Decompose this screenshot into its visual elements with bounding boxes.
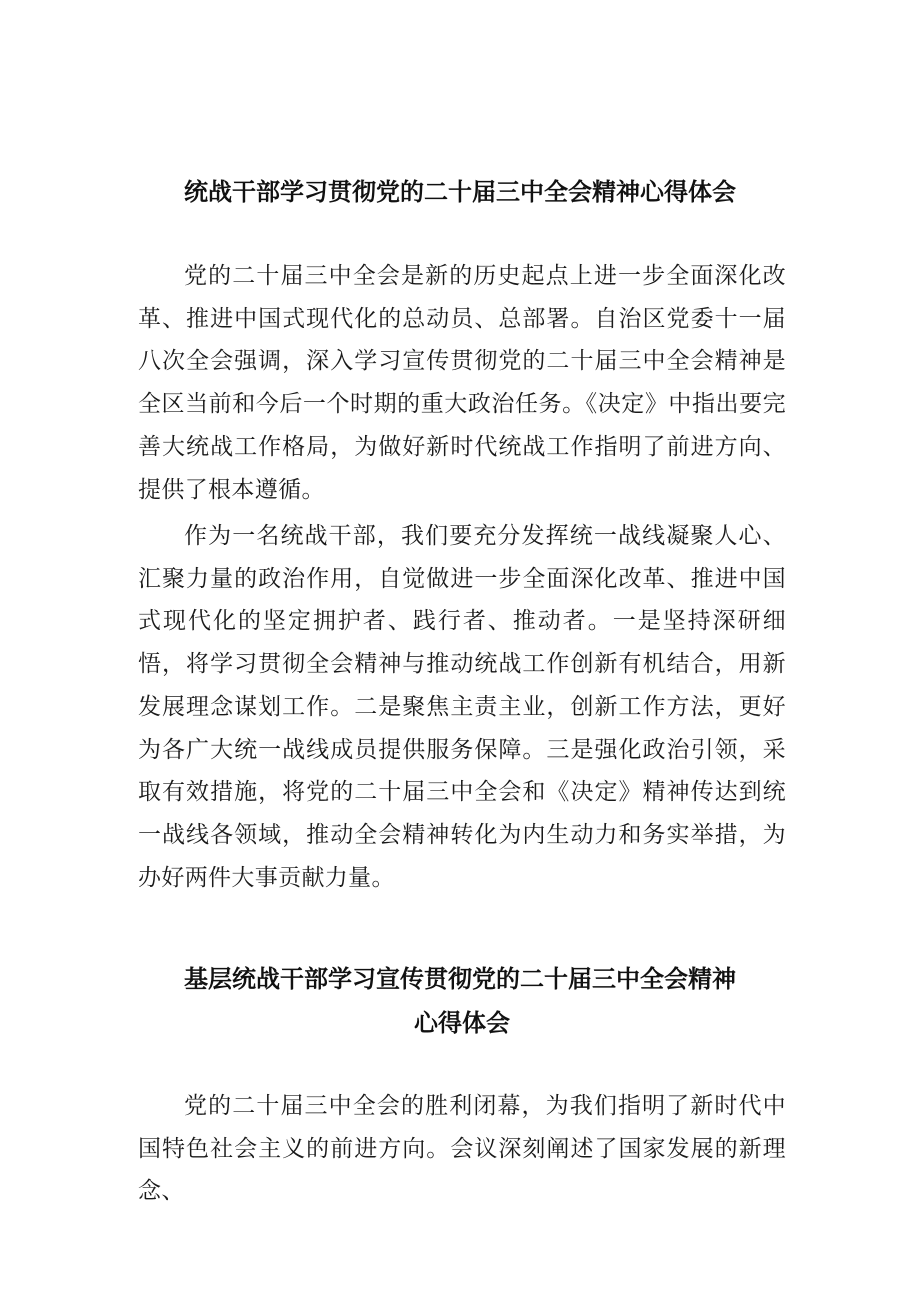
article1-paragraph-2: 作为一名统战干部，我们要充分发挥统一战线凝聚人心、汇聚力量的政治作用，自觉做进一步全面深化改革、推进中国式现代化的坚定拥护者、践行者、推动者。一是坚持深研细悟，将学习贯彻全会精神与推动统战工作创新有机结合，用新发展理念谋划工作。二是聚焦主责主业，创新工作方法，更好为各广大统一战线成员提供服务保障。三是强化政治引领，采取有效措施，将党的二十届三中全会和《决定》精神传达到统一战线各领域，推动全会精神转化为内生动力和务实举措，为办好两件大事贡献力量。 bbox=[138, 523, 786, 891]
article2-title-line2: 心得体会 bbox=[414, 1009, 510, 1037]
article2-title bbox=[0, 957, 920, 1045]
article2-paragraph-1: 党的二十届三中全会的胜利闭幕，为我们指明了新时代中国特色社会主义的前进方向。会议深刻阐述了国家发展的新理念、 bbox=[138, 1093, 786, 1205]
article1-title: 统战干部学习贯彻党的二十届三中全会精神心得体会 bbox=[184, 178, 736, 206]
article2-title-line1: 基层统战干部学习宣传贯彻党的二十届三中全会精神 bbox=[184, 965, 736, 993]
article1-paragraph-1: 党的二十届三中全会是新的历史起点上进一步全面深化改革、推进中国式现代化的总动员、总部署。自治区党委十一届八次全会强调，深入学习宣传贯彻党的二十届三中全会精神是全区当前和今后一个时期的重大政治任务。《决定》中指出要完善大统战工作格局，为做好新时代统战工作指明了前进方向、提供了根本遵循。 bbox=[138, 263, 786, 503]
